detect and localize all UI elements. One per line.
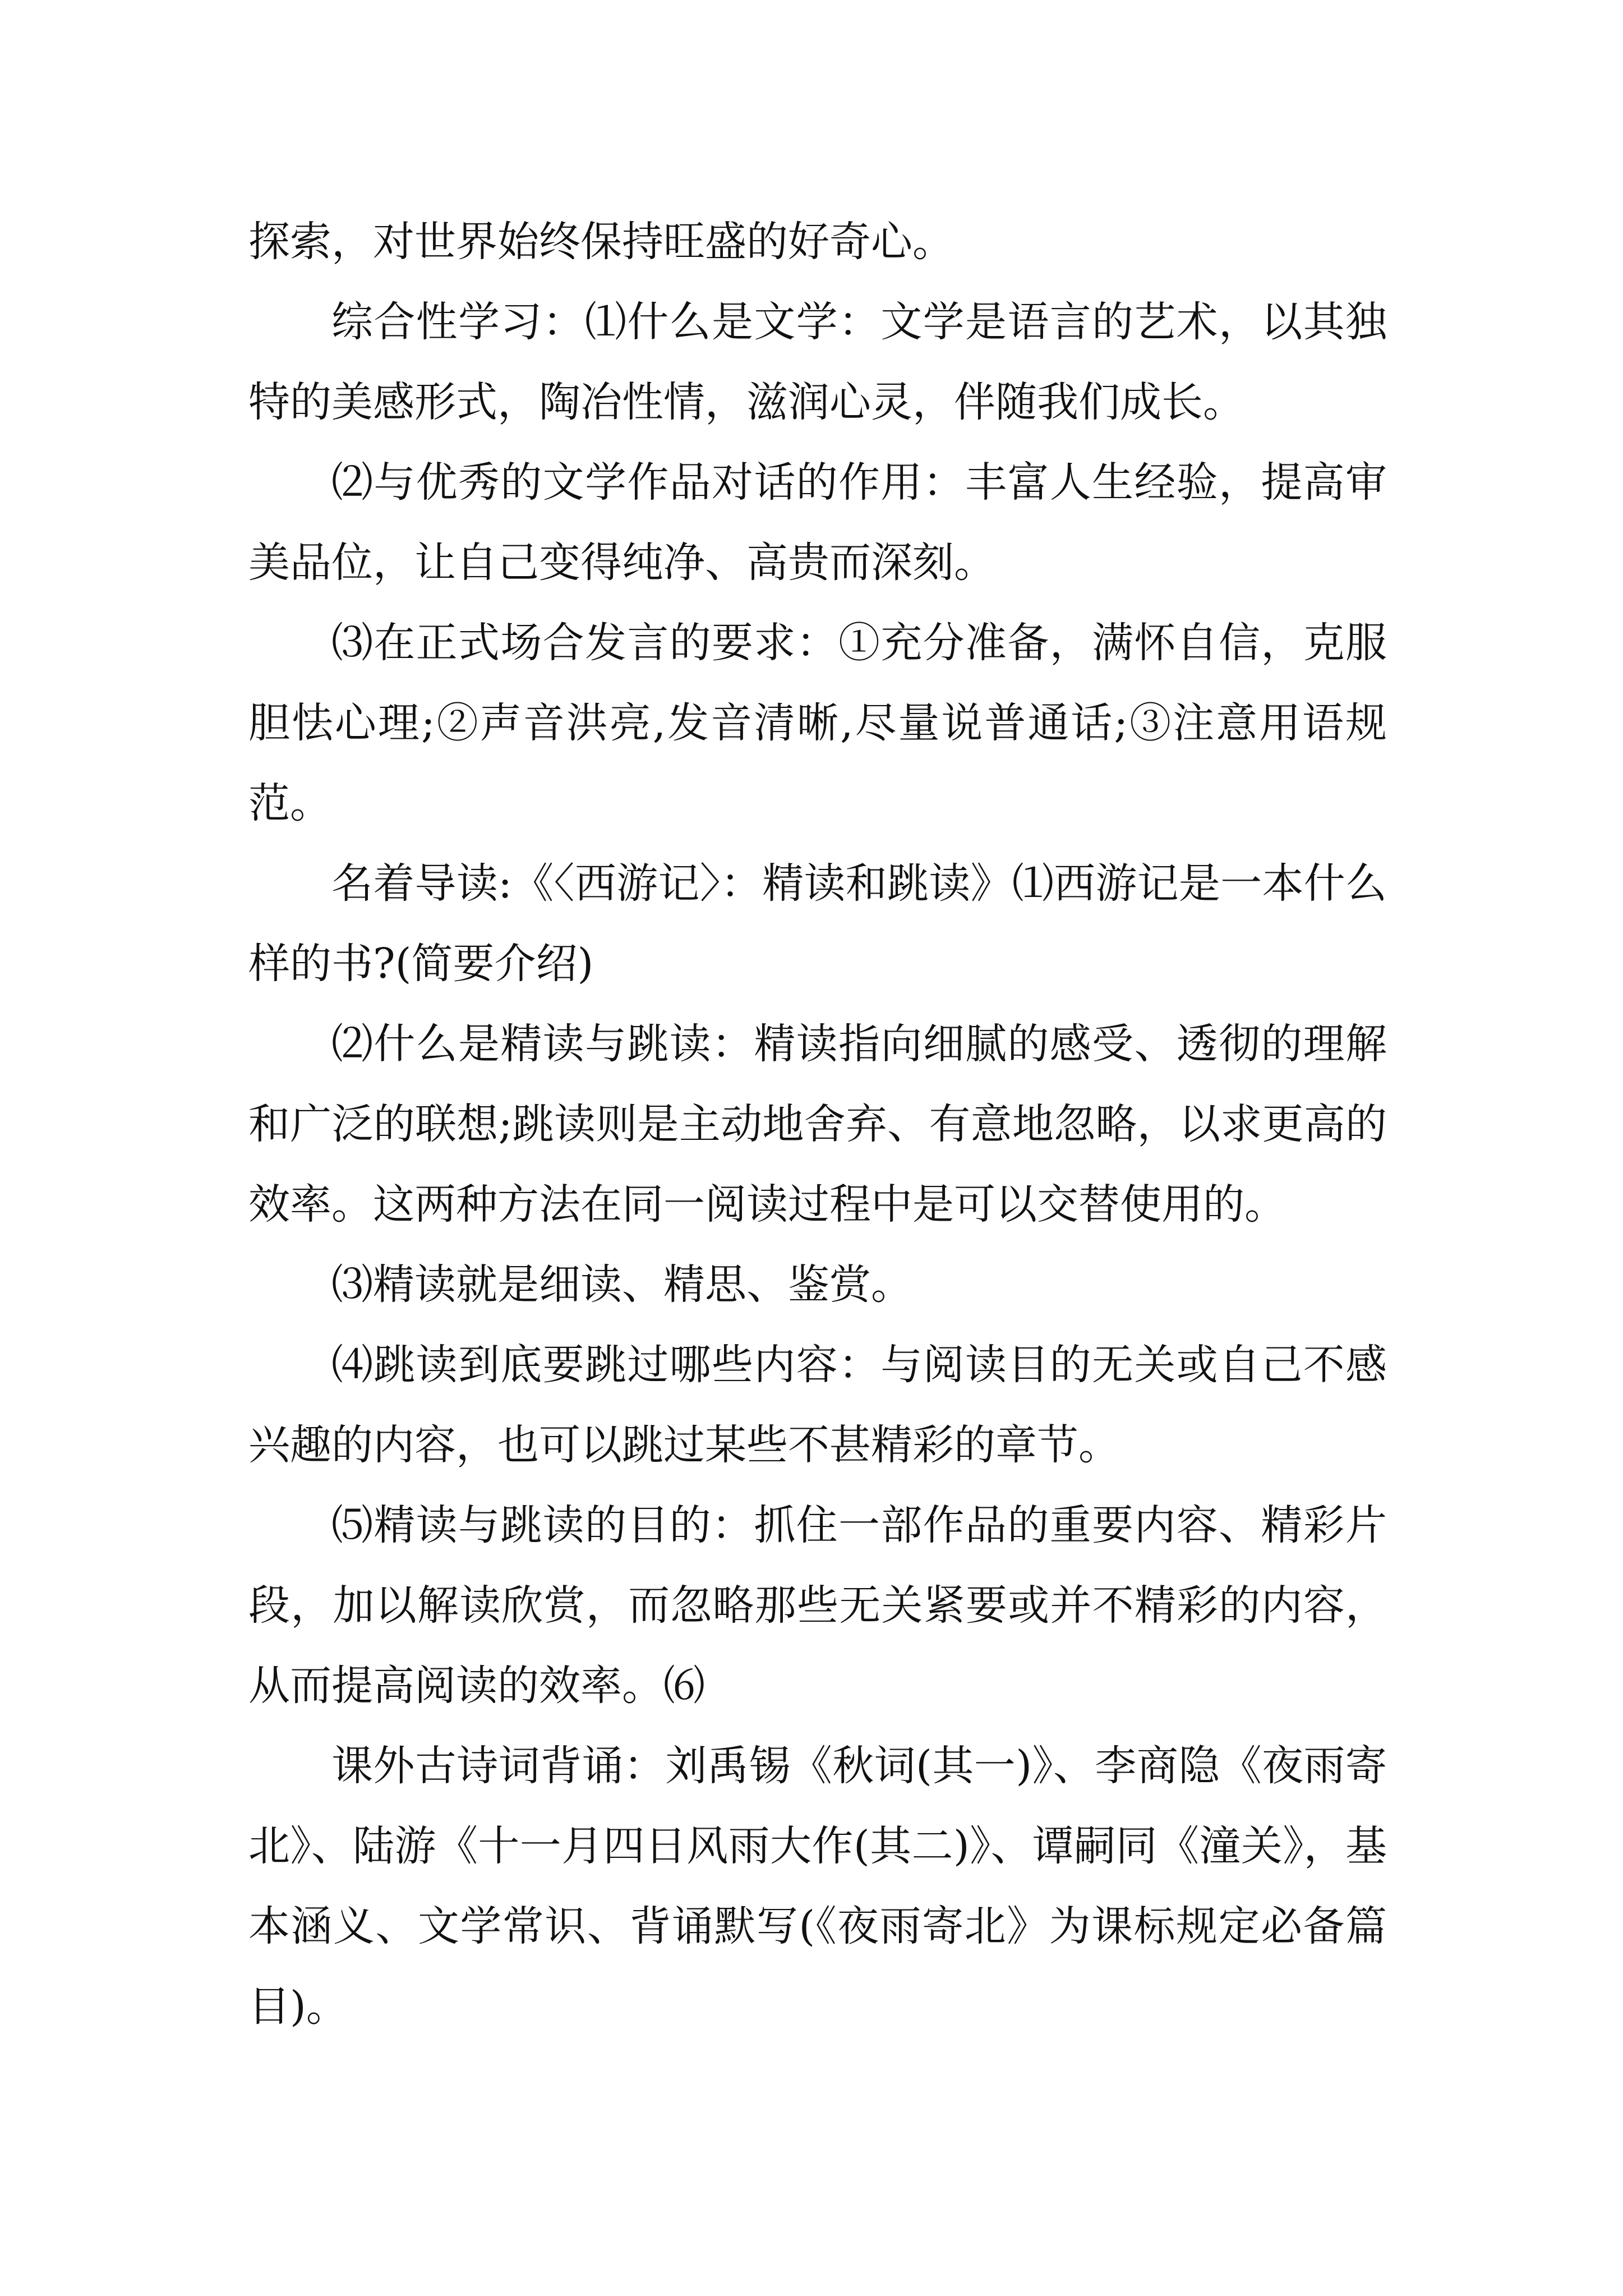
paragraph-reading-guide: 名着导读:《〈西游记〉：精读和跳读》⑴西游记是一本什么样的书?(简要介绍): [248, 859, 1387, 988]
paragraph-intensive-reading: ⑶精读就是细读、精思、鉴赏。: [331, 1260, 912, 1309]
paragraph-skim-content: ⑷跳读到底要跳过哪些内容：与阅读目的无关或自己不感兴趣的内容，也可以跳过某些不甚精彩的章节。: [248, 1341, 1387, 1469]
paragraph-intensive-skim-definition: ⑵什么是精读与跳读：精读指向细腻的感受、透彻的理解和广泛的联想;跳读则是主动地舍弃、有意地忽略，以求更高的效率。这两种方法在同一阅读过程中是可以交替使用的。: [248, 1020, 1387, 1228]
paragraph-poetry-recitation: 课外古诗词背诵：刘禹锡《秋词(其一)》、李商隐《夜雨寄北》、陆游《十一月四日风雨大作(其二)》、谭嗣同《潼关》，基本涵义、文学常识、背诵默写(《夜雨寄北》为课标规定必备篇目)。: [248, 1742, 1387, 2031]
paragraph-reading-purpose: ⑸精读与跳读的目的：抓住一部作品的重要内容、精彩片段，加以解读欣赏，而忽略那些无关紧要或并不精彩的内容，从而提高阅读的效率。⑹: [248, 1501, 1387, 1710]
paragraph-comprehensive-learning: 综合性学习：⑴什么是文学：文学是语言的艺术，以其独特的美感形式，陶冶性情，滋润心灵，伴随我们成长。: [248, 298, 1387, 426]
body-text: [248, 202, 1387, 2047]
paragraph-formal-speech: ⑶在正式场合发言的要求：①充分准备，满怀自信，克服胆怯心理;②声音洪亮,发音清晰,尽量说普通话;③注意用语规范。: [248, 619, 1387, 827]
paragraph-dialogue-with-literature: ⑵与优秀的文学作品对话的作用：丰富人生经验，提高审美品位，让自己变得纯净、高贵而深刻。: [248, 458, 1387, 587]
paragraph-continuation: 探索，对世界始终保持旺盛的好奇心。: [248, 218, 954, 266]
